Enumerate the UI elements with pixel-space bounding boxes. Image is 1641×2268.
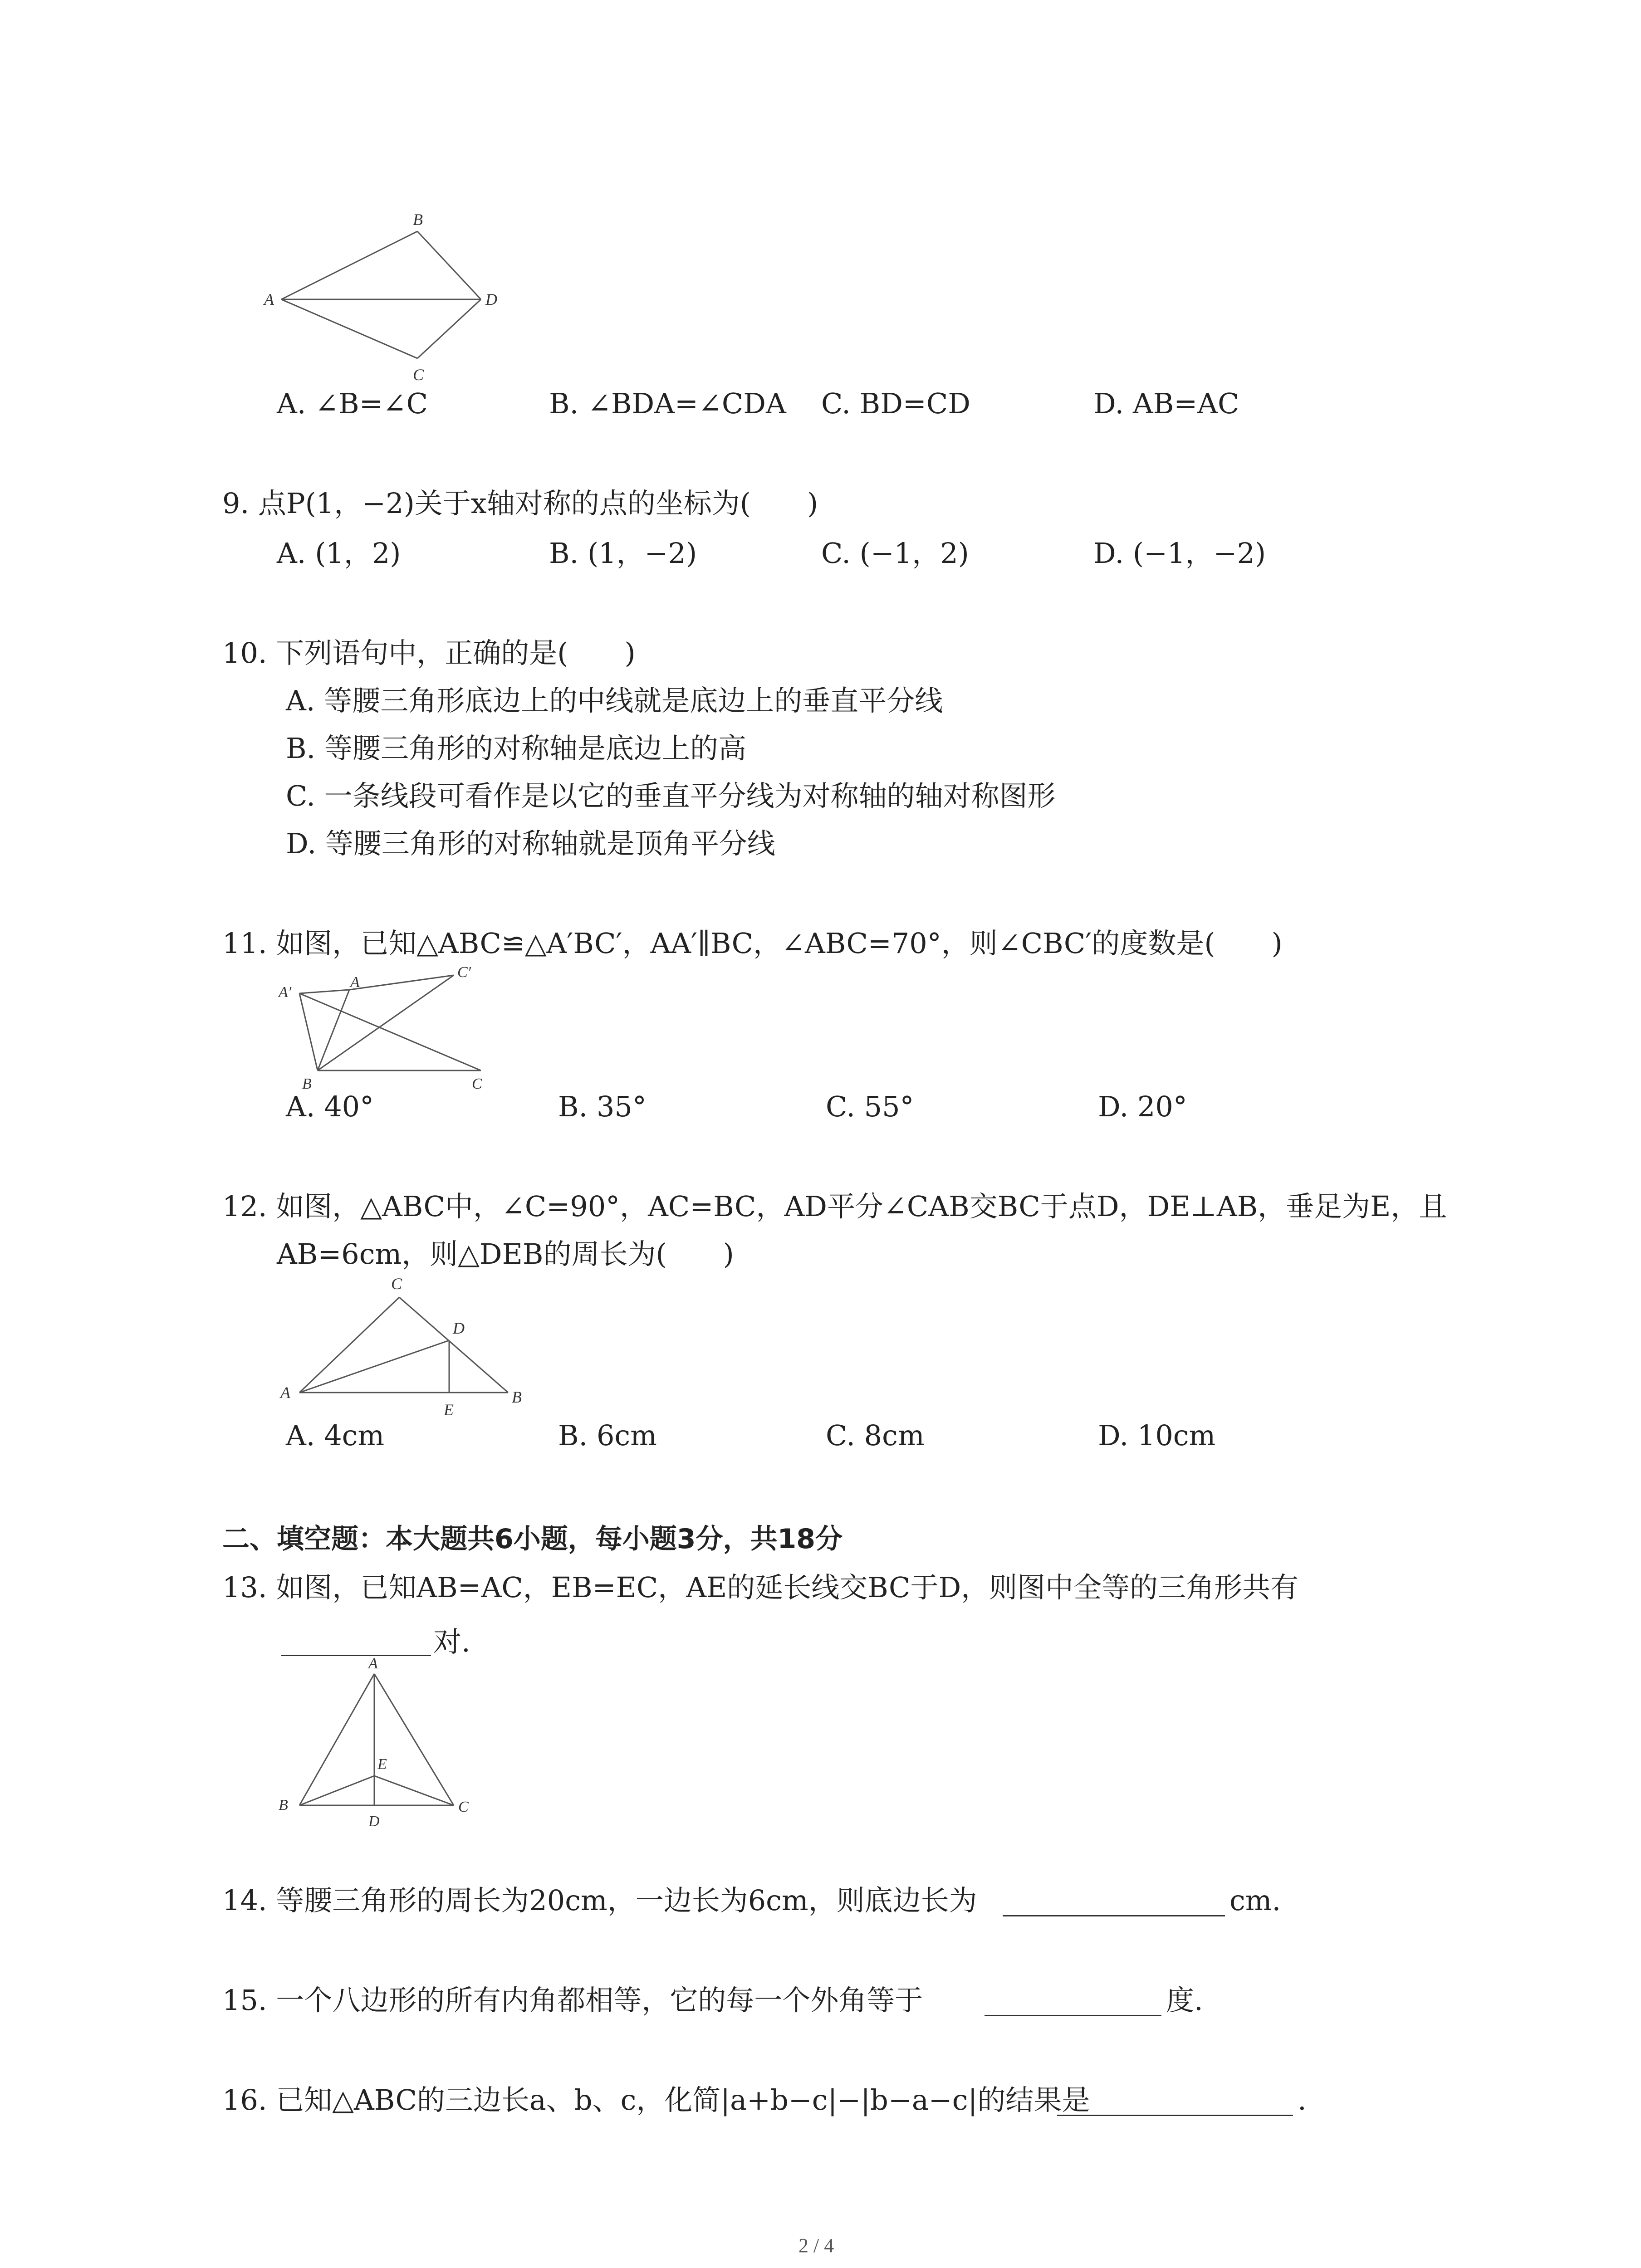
q8-label-d: D [485, 290, 497, 308]
q16-stem: 16. 已知△ABC的三边长a、b、c，化简|a+b−c|−|b−a−c|的结果是 [222, 2083, 1090, 2116]
q8-figure [259, 209, 513, 390]
q12-label-a: A [280, 1383, 290, 1402]
q11-label-c: C [472, 1075, 482, 1092]
q13-figure [272, 1656, 490, 1833]
q13-label-a: A [368, 1656, 378, 1672]
q13-stem: 13. 如图，已知AB=AC，EB=EC，AE的延长线交BC于D，则图中全等的三角形共有 [222, 1571, 1299, 1604]
q9-option-d[interactable]: D. (−1，−2) [1093, 537, 1266, 570]
q8-label-b: B [413, 210, 423, 229]
q14-stem: 14. 等腰三角形的周长为20cm，一边长为6cm，则底边长为 [222, 1884, 977, 1917]
q11-stem: 11. 如图，已知△ABC≌△A′BC′，AA′∥BC，∠ABC=70°，则∠CBC′的度数是( ) [222, 927, 1283, 960]
q10-option-d[interactable]: D. 等腰三角形的对称轴就是顶角平分线 [286, 827, 775, 860]
q11-label-c-prime: C′ [457, 964, 471, 981]
q8-option-c[interactable]: C. BD=CD [821, 387, 971, 420]
q12-label-e: E [444, 1401, 454, 1419]
q15-stem: 15. 一个八边形的所有内角都相等，它的每一个外角等于 [222, 1984, 923, 2017]
q13-label-c: C [458, 1799, 469, 1815]
q8-label-c: C [413, 366, 424, 384]
q12-stem-line1: 12. 如图，△ABC中，∠C=90°，AC=BC，AD平分∠CAB交BC于点D，DE⊥AB，垂足为E，且 [222, 1190, 1447, 1223]
q9-option-c[interactable]: C. (−1，2) [821, 537, 969, 570]
q9-stem: 9. 点P(1，−2)关于x轴对称的点的坐标为( ) [222, 487, 818, 520]
q13-label-b: B [279, 1797, 288, 1813]
q12-label-d: D [453, 1319, 465, 1337]
q12-option-b[interactable]: B. 6cm [558, 1419, 657, 1452]
q13-label-e: E [377, 1756, 387, 1773]
q8-option-d[interactable]: D. AB=AC [1093, 387, 1239, 420]
q14-answer-blank[interactable] [1003, 1915, 1225, 1916]
q11-option-a[interactable]: A. 40° [286, 1090, 374, 1123]
q11-label-a: A [350, 974, 360, 991]
q12-label-c: C [391, 1275, 402, 1293]
q11-label-a-prime: A′ [279, 984, 292, 1001]
q8-option-b[interactable]: B. ∠BDA=∠CDA [549, 387, 786, 420]
q12-figure [272, 1270, 526, 1420]
q12-stem-line2: AB=6cm，则△DEB的周长为( ) [277, 1237, 734, 1271]
q9-option-a[interactable]: A. (1，2) [277, 537, 401, 570]
q10-option-c[interactable]: C. 一条线段可看作是以它的垂直平分线为对称轴的轴对称图形 [286, 779, 1056, 812]
q10-option-b[interactable]: B. 等腰三角形的对称轴是底边上的高 [286, 732, 746, 765]
q11-figure [272, 957, 508, 1093]
q13-label-d: D [368, 1813, 380, 1830]
q11-option-c[interactable]: C. 55° [826, 1090, 914, 1123]
q11-option-b[interactable]: B. 35° [558, 1090, 647, 1123]
q13-suffix: 对. [433, 1625, 470, 1658]
q10-option-a[interactable]: A. 等腰三角形底边上的中线就是底边上的垂直平分线 [286, 684, 943, 717]
q9-option-b[interactable]: B. (1，−2) [549, 537, 697, 570]
q12-option-a[interactable]: A. 4cm [286, 1419, 385, 1452]
page-number: 2 / 4 [798, 2234, 834, 2257]
q12-option-c[interactable]: C. 8cm [826, 1419, 925, 1452]
q8-label-a: A [264, 290, 274, 308]
q8-option-a[interactable]: A. ∠B=∠C [277, 387, 428, 420]
q16-answer-blank[interactable] [1057, 2115, 1293, 2116]
q16-suffix: . [1298, 2083, 1307, 2116]
q15-suffix: 度. [1166, 1984, 1203, 2017]
q10-stem: 10. 下列语句中，正确的是( ) [222, 636, 636, 670]
section-2-title: 二、填空题：本大题共6小题，每小题3分，共18分 [222, 1523, 843, 1555]
q12-option-d[interactable]: D. 10cm [1098, 1419, 1216, 1452]
q11-label-b: B [302, 1075, 312, 1092]
q15-answer-blank[interactable] [985, 2015, 1161, 2016]
q11-option-d[interactable]: D. 20° [1098, 1090, 1187, 1123]
q14-suffix: cm. [1230, 1884, 1281, 1917]
q12-label-b: B [512, 1388, 522, 1406]
